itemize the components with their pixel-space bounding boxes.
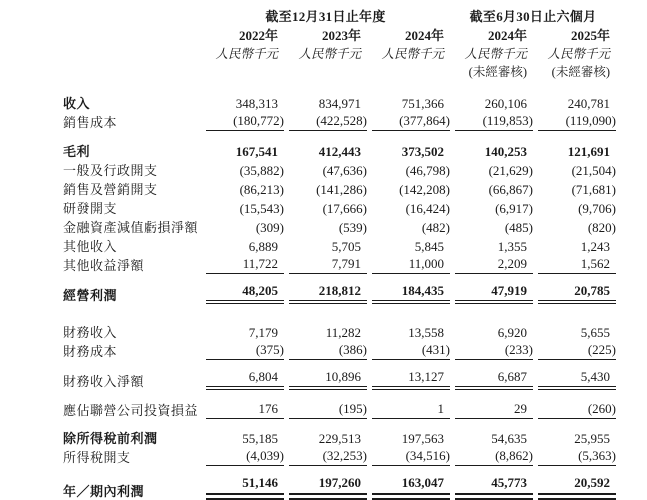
table-row (63, 93, 616, 112)
cell-value: (260) (538, 401, 616, 419)
table-row (63, 447, 616, 466)
year-col-4: 2024年 (487, 28, 527, 43)
cell-value: 20,785 (538, 283, 616, 304)
cell-value: 5,655 (580, 325, 610, 340)
cell-value: (4,039) (206, 448, 284, 466)
cell-value: (16,424) (405, 201, 450, 216)
cell-value: (195) (289, 401, 367, 419)
cell-value: (386) (289, 342, 367, 360)
row-label: 年／期內利潤 (63, 484, 145, 499)
cell-value: (377,864) (372, 113, 450, 131)
cell-value: (15,543) (239, 201, 284, 216)
cell-value: (119,853) (455, 113, 533, 131)
row-label: 收入 (63, 96, 91, 111)
cell-value: 1 (372, 401, 450, 419)
year-col-3: 2024年 (404, 28, 444, 43)
cell-value: 176 (206, 401, 284, 419)
cell-value: 10,896 (289, 369, 367, 390)
row-gap (63, 466, 616, 475)
unit-col-4: 人民幣千元 (464, 47, 527, 61)
cell-value: (233) (455, 342, 533, 360)
table-row (63, 341, 616, 360)
table-row (63, 322, 616, 341)
cell-value: (9,706) (578, 201, 616, 216)
year-col-1: 2022年 (238, 28, 278, 43)
row-label: 銷售成本 (63, 115, 118, 130)
row-label: 財務成本 (63, 344, 118, 359)
table-row (63, 255, 616, 274)
cell-value: 373,502 (401, 144, 444, 159)
cell-value: 240,781 (567, 96, 610, 111)
row-gap (63, 274, 616, 283)
row-label: 其他收益淨額 (63, 258, 145, 273)
table-row (63, 428, 616, 447)
period-group-interim: 截至6月30日止六個月 (469, 9, 597, 24)
cell-value: (17,666) (322, 201, 367, 216)
year-header-row (63, 25, 616, 44)
cell-value: 11,722 (206, 256, 284, 274)
row-label: 一般及行政開支 (63, 163, 158, 178)
unit-col-2: 人民幣千元 (298, 47, 361, 61)
header-spacer (63, 6, 201, 25)
cell-value: 6,889 (248, 239, 278, 254)
table-row (63, 160, 616, 179)
table-row (63, 217, 616, 236)
table-header (63, 6, 616, 93)
row-label: 財務收入 (63, 325, 118, 340)
cell-value: 7,791 (289, 256, 367, 274)
unit-col-5: 人民幣千元 (547, 47, 610, 61)
cell-value: (47,636) (322, 163, 367, 178)
cell-value: 140,253 (484, 144, 527, 159)
cell-value: 5,705 (331, 239, 361, 254)
row-label: 除所得稅前利潤 (63, 431, 158, 446)
cell-value: 348,313 (235, 96, 278, 111)
table-row (63, 112, 616, 131)
cell-value: 184,435 (372, 283, 450, 304)
cell-value: (309) (255, 220, 284, 235)
row-label: 毛利 (63, 144, 91, 159)
cell-value: (8,862) (455, 448, 533, 466)
row-gap (63, 131, 616, 141)
cell-value: 163,047 (372, 475, 450, 500)
cell-value: (422,528) (289, 113, 367, 131)
cell-value: 11,282 (325, 325, 361, 340)
unit-col-3: 人民幣千元 (381, 47, 444, 61)
cell-value: (485) (504, 220, 533, 235)
table-row (63, 475, 616, 500)
table-row (63, 400, 616, 419)
unaudited-note-col-4: (未經審核) (468, 65, 527, 79)
cell-value: (6,917) (495, 201, 533, 216)
cell-value: 751,366 (401, 96, 444, 111)
cell-value: (71,681) (571, 182, 616, 197)
row-gap (63, 390, 616, 400)
cell-value: 2,209 (455, 256, 533, 274)
cell-value: (142,208) (399, 182, 450, 197)
cell-value: (431) (372, 342, 450, 360)
audit-note-row (63, 62, 616, 80)
cell-value: 25,955 (574, 431, 610, 446)
cell-value: (225) (538, 342, 616, 360)
cell-value: (141,286) (316, 182, 367, 197)
cell-value: (375) (206, 342, 284, 360)
table-row (63, 236, 616, 255)
cell-value: 229,513 (318, 431, 361, 446)
row-label: 應佔聯營公司投資損益 (63, 403, 199, 418)
cell-value: 197,563 (401, 431, 444, 446)
table-row (63, 283, 616, 304)
cell-value: 29 (455, 401, 533, 419)
cell-value: (820) (587, 220, 616, 235)
cell-value: 1,243 (580, 239, 610, 254)
cell-value: 6,920 (497, 325, 527, 340)
cell-value: 218,812 (289, 283, 367, 304)
currency-unit-row (63, 44, 616, 62)
table-row (63, 179, 616, 198)
cell-value: 412,443 (318, 144, 361, 159)
row-gap (63, 304, 616, 322)
row-label: 所得稅開支 (63, 450, 131, 465)
cell-value: 5,430 (538, 369, 616, 390)
cell-value: 121,691 (567, 144, 610, 159)
row-label: 經營利潤 (63, 288, 118, 303)
table-row (63, 141, 616, 160)
row-label: 財務收入淨額 (63, 374, 145, 389)
cell-value: (35,882) (239, 163, 284, 178)
cell-value: 45,773 (455, 475, 533, 500)
cell-value: (66,867) (488, 182, 533, 197)
row-gap (63, 419, 616, 428)
income-statement-table (63, 6, 616, 500)
period-group-annual: 截至12月31日止年度 (265, 9, 386, 24)
year-col-2: 2023年 (321, 28, 361, 43)
cell-value: 5,845 (414, 239, 444, 254)
cell-value: (482) (421, 220, 450, 235)
table-body (63, 93, 616, 500)
row-label: 金融資產減值虧損淨額 (63, 220, 199, 235)
cell-value: 47,919 (455, 283, 533, 304)
cell-value: (119,090) (538, 113, 616, 131)
cell-value: 167,541 (235, 144, 278, 159)
cell-value: 260,106 (484, 96, 527, 111)
cell-value: 48,205 (206, 283, 284, 304)
cell-value: (5,363) (538, 448, 616, 466)
unit-col-1: 人民幣千元 (215, 47, 278, 61)
cell-value: 55,185 (242, 431, 278, 446)
cell-value: 13,558 (408, 325, 444, 340)
table-row (63, 198, 616, 217)
cell-value: 13,127 (372, 369, 450, 390)
cell-value: 6,804 (206, 369, 284, 390)
cell-value: (32,253) (289, 448, 367, 466)
row-label: 銷售及營銷開支 (63, 182, 158, 197)
cell-value: 20,592 (538, 475, 616, 500)
header-gap (63, 80, 616, 93)
cell-value: (180,772) (206, 113, 284, 131)
cell-value: 7,179 (248, 325, 278, 340)
cell-value: (46,798) (405, 163, 450, 178)
cell-value: 197,260 (289, 475, 367, 500)
period-group-row (63, 6, 616, 25)
cell-value: 11,000 (372, 256, 450, 274)
cell-value: 834,971 (318, 96, 361, 111)
cell-value: (86,213) (239, 182, 284, 197)
cell-value: (539) (338, 220, 367, 235)
cell-value: (21,629) (488, 163, 533, 178)
cell-value: 51,146 (206, 475, 284, 500)
table-row (63, 369, 616, 390)
cell-value: 54,635 (491, 431, 527, 446)
cell-value: 1,562 (538, 256, 616, 274)
cell-value: (34,516) (372, 448, 450, 466)
row-label: 研發開支 (63, 201, 118, 216)
cell-value: 6,687 (455, 369, 533, 390)
cell-value: 1,355 (497, 239, 527, 254)
cell-value: (21,504) (571, 163, 616, 178)
year-col-5: 2025年 (570, 28, 610, 43)
row-gap (63, 360, 616, 369)
unaudited-note-col-5: (未經審核) (551, 65, 610, 79)
row-label: 其他收入 (63, 239, 118, 254)
